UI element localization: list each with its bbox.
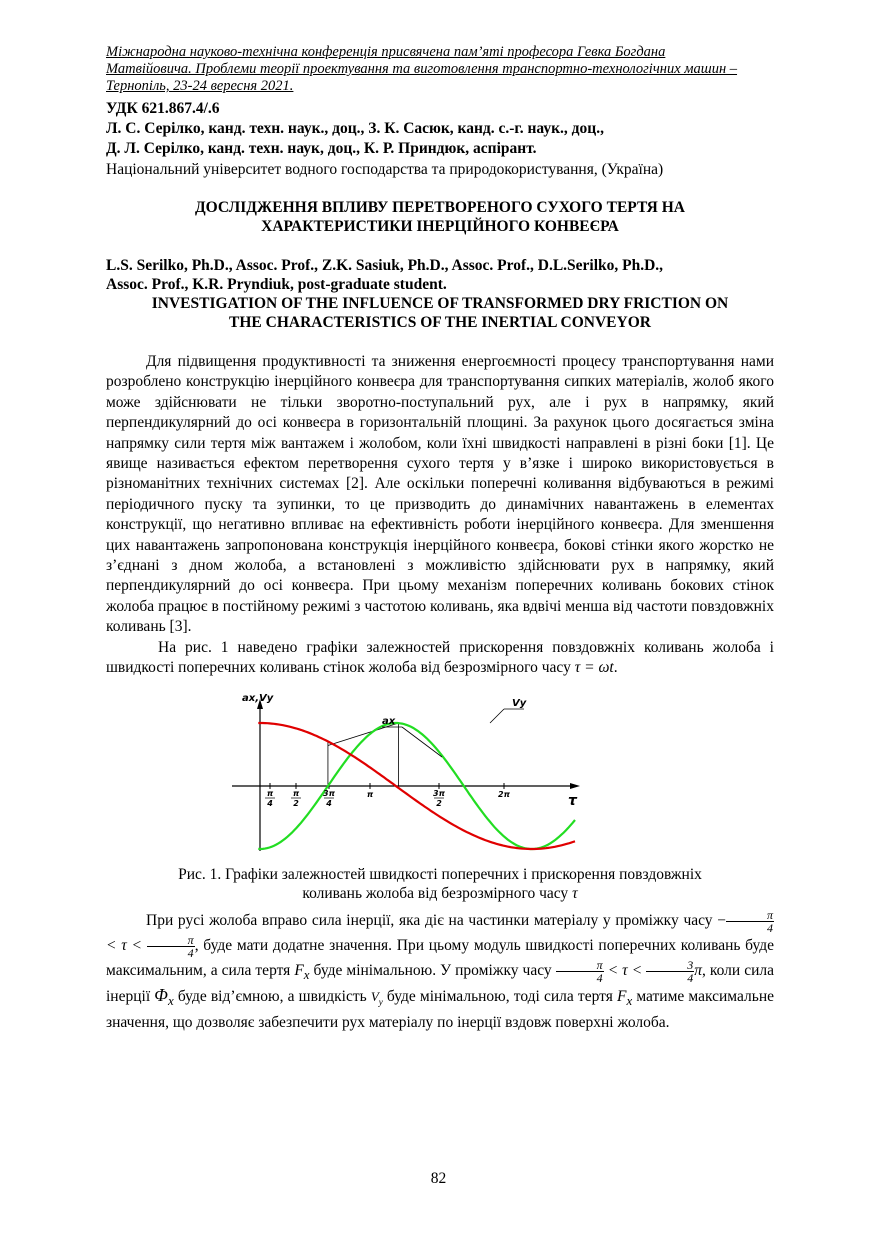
ineq2-mid: < τ < [603, 961, 647, 979]
authors-en [106, 256, 774, 294]
ineq1-frac-left [726, 909, 774, 934]
vy-leader-line [490, 709, 504, 723]
title-en [106, 294, 774, 332]
tick-pi-4-numerator: π [266, 788, 274, 798]
tick-2pi-label: 2π [498, 789, 510, 799]
header-line-1: Міжнародна науково-технічна конференція присвячена пам’яті професора Гевка Богдана [106, 44, 666, 60]
title-ua-line-2: ХАРАКТЕРИСТИКИ ІНЕРЦІЙНОГО КОНВЕЄРА [261, 218, 619, 235]
tick-pi-label: π [366, 789, 374, 799]
para3-e: буде від’ємною, а швидкість [173, 988, 371, 1006]
chart-axes [232, 699, 580, 851]
fx-sub-2: x [626, 993, 633, 1009]
paragraph-2-text: На рис. 1 наведено графіки залежностей прискорення повздовжніх коливань жолоба і швидкості поперечних коливань стінок жолоба від безрозмірного часу [106, 638, 774, 677]
para3-b: , буде мати додатне значення. При цьому модуль швидкості поперечних коливань буде максимальним, а сила тертя [106, 936, 775, 979]
v-sub: y [378, 997, 383, 1008]
page-number: 82 [430, 1170, 447, 1187]
paragraph-3 [106, 909, 774, 1033]
paragraph-2-end: . [613, 659, 618, 677]
para3-f: буде мінімальною, тоді сила тертя [382, 988, 617, 1006]
ineq2-frac-right [646, 959, 694, 984]
ineq2-num-left: π [556, 959, 604, 972]
tick-pi-2-numerator: π [292, 788, 300, 798]
conference-header [106, 44, 774, 95]
ineq1-den-left: 4 [766, 920, 773, 935]
ax-series-label: ax [382, 715, 396, 727]
affiliation: Національний університет водного господарства та природокористування, (Україна) [106, 161, 664, 178]
ineq1-frac-right [147, 934, 195, 959]
caption-tau: τ [572, 884, 578, 902]
caption-line-2-text: коливань жолоба від безрозмірного часу [302, 884, 573, 902]
authors-ua-line-2: Д. Л. Серілко, канд. техн. наук, доц., К. Р. Приндюк, аспірант. [106, 140, 537, 157]
title-en-line-1: INVESTIGATION OF THE INFLUENCE OF TRANSFORMED DRY FRICTION ON [151, 295, 729, 312]
ineq1-den-right: 4 [187, 945, 194, 960]
tick-3pi-4-denominator: 4 [326, 798, 332, 808]
authors-ua-line-1: Л. С. Серілко, канд. техн. наук., доц., З. К. Сасюк, канд. с.-г. наук., доц., [106, 120, 604, 137]
fx-symbol-2: F [616, 988, 627, 1006]
para3-g: матиме максимальне значення, що дозволяє забезпечити рух матеріалу по інерції вздовж поверхні жолоба. [106, 988, 775, 1031]
ineq2-frac-left [556, 959, 604, 984]
caption-line-1: Рис. 1. Графіки залежностей швидкості поперечних і прискорення повздовжніх [178, 865, 702, 883]
x-axis-arrow [570, 783, 580, 789]
ax-leader-line [402, 727, 442, 757]
para3-d: , коли сила інерції [106, 961, 774, 1006]
tick-pi-2-denominator: 2 [293, 798, 299, 808]
paragraph-1: Для підвищення продуктивності та зниження енергоємності процесу транспортування нами розроблено конструкцію інерційного конвеєра для транспортування сипких матеріалів, жолоб якого може здійснювати не тільки зворотно-поступальний рух, але і рух в напрямку, який перпендикулярний до осі конвеєра в горизонтальній площині. За рахунок цього досягається зміна напрямку сили тертя між вантажем і жолобом, коли їхні швидкості направлені в різні боки [1]. Це явище називається ефектом перетворення сухого тертя у в’язке і широко використовується в різноманітних технічних системах [2]. Але оскільки поперечні коливання відбуваються в режимі періодичного пуску та зупинки, то це призводить до динамічних навантажень в елементах конструкції, що негативно впливає на ефективність роботи інерційного конвеєра. Для зменшення цих навантажень запропонована конструкція інерційного конвеєра, бокові стінки якого жорстко не з’єднані з дном жолоба, а встановлені з можливістю здійснювати рух в напрямку, який перпендикулярний до осі конвеєра. При цьому механізм поперечних коливань бокових стінок жолоба працює в постійному режимі з частотою коливань, яка вдвічі менша від частоти повздовжніх коливань [3]. [106, 353, 774, 636]
authors-en-line-1: L.S. Serilko, Ph.D., Assoc. Prof., Z.K. Sasiuk, Ph.D., Assoc. Prof., D.L.Serilko, Ph.D., [106, 257, 664, 274]
para3-c: буде мінімальною. У проміжку часу [309, 961, 556, 979]
ineq1-mid: < τ < [106, 936, 147, 954]
header-line-3: Тернопіль, 23-24 вересня 2021. [106, 78, 294, 94]
ineq2-pi: π [694, 961, 702, 979]
title-ua [106, 198, 774, 236]
title-en-line-2: THE CHARACTERISTICS OF THE INERTIAL CONVEYOR [229, 314, 651, 331]
tick-3pi-2-denominator: 2 [436, 798, 442, 808]
phi-sub: x [168, 993, 174, 1009]
tick-pi-4-denominator: 4 [267, 798, 273, 808]
authors-en-line-2: Assoc. Prof., K.R. Pryndiuk, post-graduate student. [106, 276, 447, 293]
udk-code: УДК 621.867.4/.6 [106, 100, 220, 117]
ineq1-num-right: π [147, 934, 195, 947]
tick-3pi-4-numerator: 3π [323, 788, 335, 798]
caption-line-2 [106, 884, 774, 903]
para3-a: При русі жолоба вправо сила інерції, яка діє на частинки матеріалу у проміжку часу [146, 911, 718, 929]
authors-ua [106, 119, 774, 159]
y-axis-label: ax,Vy [242, 692, 274, 704]
header-line-2: Матвійовича. Проблеми теорії проектування та виготовлення транспортно-технологічних машин – [106, 61, 738, 77]
v-symbol: V [370, 989, 379, 1005]
figure-1 [106, 693, 774, 855]
phi-symbol: Φ [154, 985, 168, 1006]
inequality-2 [556, 957, 702, 985]
figure-caption [106, 865, 774, 903]
paragraph-2 [106, 638, 774, 679]
x-axis-label: τ [568, 792, 577, 809]
ineq2-den-left: 4 [596, 970, 603, 985]
paper-page [106, 44, 774, 1033]
title-ua-line-1: ДОСЛІДЖЕННЯ ВПЛИВУ ПЕРЕТВОРЕНОГО СУХОГО ТЕРТЯ НА [194, 199, 686, 216]
ineq1-num-left: π [726, 909, 774, 922]
ineq2-den-right: 4 [687, 970, 694, 985]
fx-symbol-1: F [294, 961, 304, 979]
ineq1-minus: − [717, 911, 726, 929]
tau-formula: τ = ωt [574, 659, 614, 677]
ineq2-num-right: 3 [646, 959, 694, 972]
fx-sub-1: x [303, 966, 310, 982]
vy-series-label: Vy [512, 697, 527, 709]
tick-3pi-2-numerator: 3π [433, 788, 445, 798]
chart-labels [242, 693, 578, 809]
chart-svg [232, 693, 582, 855]
